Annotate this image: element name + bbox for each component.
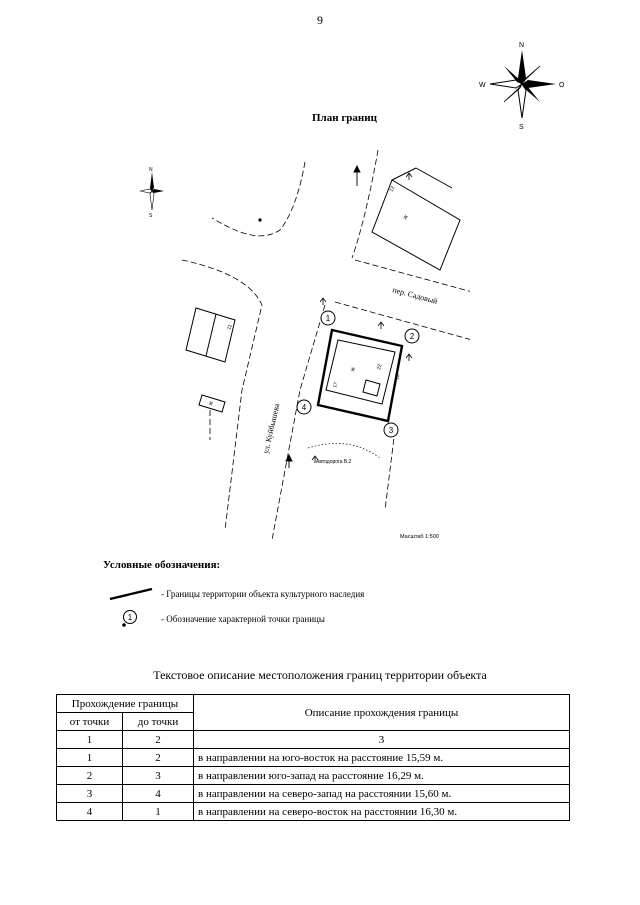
table-numbering-row [57,731,570,749]
map-label-g1: Ж [402,214,410,221]
row-desc: в направлении на северо-запад на расстоянии 15,60 м. [194,785,570,803]
row-desc: в направлении юго-запад на расстояние 16,29 м. [194,767,570,785]
table-row [57,785,570,803]
scale-label: Масштаб 1:500 [400,534,439,540]
compass-w-label: W [479,82,486,89]
row-from: 1 [57,749,123,767]
legend-item-point: - Обозначение характерной точки границы [161,614,325,624]
legend-marker-label: 1 [127,613,133,622]
description-caption: Текстовое описание местоположения границ территории объекта [153,668,487,682]
page-number: 9 [317,13,323,27]
row-desc: в направлении на юго-восток на расстояние 15,59 м. [194,749,570,767]
map-label-n5: 15 [394,373,402,381]
row-from: 2 [57,767,123,785]
legend-point-icon [118,606,142,630]
table-row [57,803,570,821]
header-to: до точки [123,713,194,731]
legend-title: Условные обозначения: [103,559,221,571]
small-compass-n: N [149,167,153,173]
numbering-cell: 3 [194,731,570,749]
compass-s-label: S [519,124,524,130]
header-from: от точки [57,713,123,731]
legend-line-icon [108,586,154,602]
row-from: 4 [57,803,123,821]
boundary-description-table [56,694,570,821]
row-desc: в направлении на северо-восток на расстоянии 16,30 м. [194,803,570,821]
row-to: 4 [123,785,194,803]
small-compass-s: S [149,213,153,218]
compass-n-label: N [519,42,525,49]
numbering-cell: 1 [57,731,123,749]
header-desc: Описание прохождения границы [194,695,570,731]
map-road-note: Автодорога В.2 [316,459,352,465]
compass-rose-icon [476,38,572,130]
legend-item-boundary: - Границы территории объекта культурного наследия [161,589,365,599]
plan-title: План границ [312,112,377,124]
row-to: 1 [123,803,194,821]
point-4-label: 4 [301,403,307,412]
point-1-label: 1 [325,314,331,323]
header-group: Прохождение границы [57,695,194,713]
compass-e-label: O [559,82,565,89]
map-label-g3: Ж [208,400,216,407]
street-lane-label: пер. Садовый [391,285,439,306]
small-compass-icon [138,164,168,218]
numbering-cell: 2 [123,731,194,749]
table-row [57,749,570,767]
map-label-n3: 22 [376,363,384,371]
row-to: 3 [123,767,194,785]
point-2-label: 2 [409,332,415,341]
point-3-label: 3 [388,426,394,435]
map-label-n4: 17 [332,381,340,389]
table-row [57,767,570,785]
map-label-n2: 11 [226,323,234,331]
row-from: 3 [57,785,123,803]
street-main-label: ул. Куйбышева [261,402,282,455]
site-plan-map [130,140,470,540]
map-label-n1: 12 [388,185,397,193]
table-header-row [57,695,570,713]
row-to: 2 [123,749,194,767]
map-label-g2: Ж [350,366,358,373]
